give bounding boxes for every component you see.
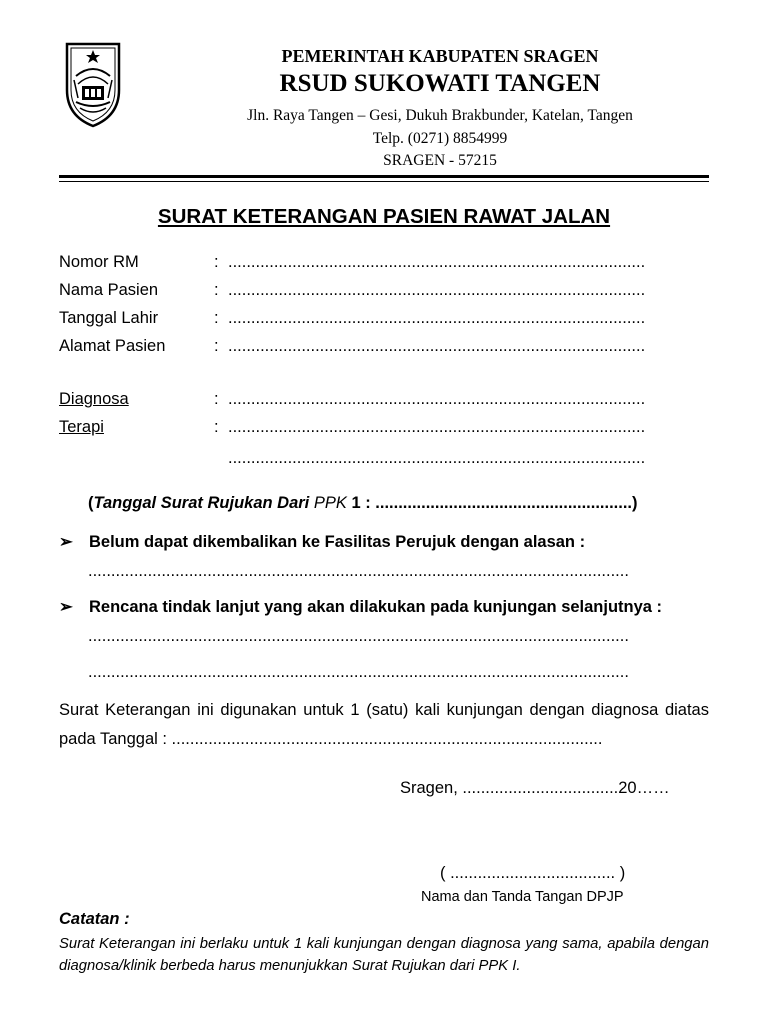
ppk-fill-line[interactable]: 1 : ........................................................) [346, 494, 638, 512]
field-terapi [59, 418, 645, 437]
field-fill-line[interactable]: ........................................................................................... [228, 418, 646, 436]
sragen-emblem-logo [64, 40, 122, 128]
ppk-italic-text: Tanggal Surat Rujukan Dari [93, 494, 314, 512]
field-fill-line[interactable]: ........................................................................................... [228, 390, 646, 408]
header-divider-thick [59, 175, 709, 178]
field-alamat-pasien [59, 337, 645, 356]
field-diagnosa [59, 390, 645, 409]
field-separator: : [214, 253, 219, 271]
field-separator: : [214, 418, 219, 436]
field-tanggal-lahir [59, 309, 645, 328]
bullet-follow-up-text: Rencana tindak lanjut yang akan dilakukan pada kunjungan selanjutnya : [89, 598, 663, 616]
arrow-bullet-icon: ➢ [59, 533, 73, 551]
note-text: Surat Keterangan ini berlaku untuk 1 kali kunjungan dengan diagnosa yang sama, apabila dengan diagnosa/klinik berbeda harus menunjukkan Surat Rujukan dari PPK I. [59, 936, 709, 974]
field-label: Terapi [59, 418, 104, 436]
reason-fill-line[interactable]: ...................................................................................................................... [88, 562, 629, 580]
place-date-line[interactable]: Sragen, ..................................20…… [400, 779, 670, 797]
header-address: Jln. Raya Tangen – Gesi, Dukuh Brakbunder, Katelan, Tangen [247, 107, 633, 124]
field-separator: : [214, 281, 219, 299]
field-label: Nomor RM [59, 253, 139, 271]
header-hospital-name: RSUD SUKOWATI TANGEN [279, 70, 601, 97]
header-city: SRAGEN - 57215 [383, 152, 497, 169]
arrow-bullet-icon: ➢ [59, 598, 73, 616]
field-label: Diagnosa [59, 390, 129, 408]
field-nama-pasien [59, 281, 645, 300]
follow-up-fill-line-1[interactable]: ...................................................................................................................... [88, 627, 629, 645]
bullet-follow-up [59, 597, 662, 617]
terapi-fill-line-2[interactable]: ........................................................................................... [228, 449, 646, 467]
signature-name-line[interactable]: ( .................................... ) [440, 864, 626, 882]
field-fill-line[interactable]: ........................................................................................... [228, 337, 646, 355]
header-divider-thin [59, 181, 709, 182]
ppk-word: PPK [313, 494, 347, 512]
field-separator: : [214, 309, 219, 327]
follow-up-fill-line-2[interactable]: ...................................................................................................................... [88, 663, 629, 681]
bullet-reason [59, 532, 585, 552]
field-nomor-rm [59, 253, 645, 272]
field-fill-line[interactable]: ........................................................................................... [228, 281, 646, 299]
field-separator: : [214, 337, 219, 355]
field-fill-line[interactable]: ........................................................................................... [228, 309, 646, 327]
statement-paragraph: Surat Keterangan ini digunakan untuk 1 (satu) kali kunjungan dengan diagnosa diatas pada Tanggal : .............................................................................................. [59, 701, 709, 748]
field-label: Alamat Pasien [59, 337, 166, 355]
field-label: Nama Pasien [59, 281, 159, 299]
field-fill-line[interactable]: ........................................................................................... [228, 253, 646, 271]
field-separator: : [214, 390, 219, 408]
signature-caption: Nama dan Tanda Tangan DPJP [421, 889, 624, 905]
ppk-open-paren: ( [88, 494, 94, 512]
header-phone: Telp. (0271) 8854999 [372, 130, 508, 147]
bullet-reason-text: Belum dapat dikembalikan ke Fasilitas Perujuk dengan alasan : [89, 533, 586, 551]
note-heading: Catatan : [59, 910, 130, 928]
field-label: Tanggal Lahir [59, 309, 159, 327]
document-title: SURAT KETERANGAN PASIEN RAWAT JALAN [157, 205, 611, 228]
ppk-referral-date [88, 494, 638, 513]
header-government: PEMERINTAH KABUPATEN SRAGEN [281, 46, 599, 66]
